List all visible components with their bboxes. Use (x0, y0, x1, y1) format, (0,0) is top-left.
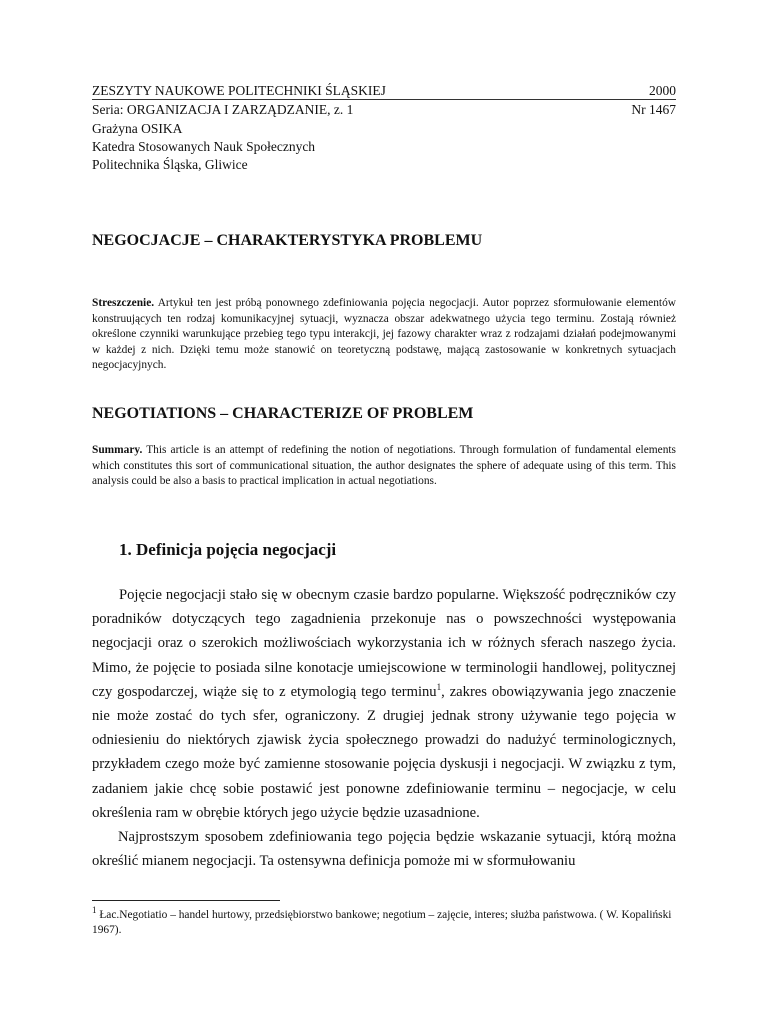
paragraph (92, 583, 676, 825)
footnote-text: Łac.Negotiatio – handel hurtowy, przedsiębiorstwo bankowe; negotium – zajęcie, interes; służba państwowa. ( W. Kopaliński 1967). (92, 909, 672, 936)
title-polish: NEGOCJACJE – CHARAKTERYSTYKA PROBLEMU (92, 232, 483, 249)
issue-number: Nr 1467 (631, 102, 676, 117)
series-info: Seria: ORGANIZACJA I ZARZĄDZANIE, z. 1 (92, 102, 354, 117)
journal-name: ZESZYTY NAUKOWE POLITECHNIKI ŚLĄSKIEJ (92, 83, 386, 98)
abstract-polish-text: Artykuł ten jest próbą ponownego zdefiniowania pojęcia negocjacji. Autor poprzez sformułowanie elementów konstruujących ten rodzaj komunikacyjnej sytuacji, wyznacza obszar adekwatnego użycia tego terminu. Zostają również określone czynniki warunkujące przebieg tego typu interakcji, jej fazowy charakter wraz z rodzajami działań podejmowanymi w każdej z nich. Dzięki temu może stanowić on teoretyczną podstawę, mającą zastosowanie w konkretnych sytuacjach negocjacyjnych. (92, 297, 676, 372)
footnote-mark: 1 (92, 905, 97, 916)
paragraph-text: Pojęcie negocjacji stało się w obecnym czasie bardzo popularne. Większość podręczników czy poradników dotyczących tego zagadnienia przekonuje nas o powszechności występowania negocjacji oraz o szerokich możliwościach wykorzystania ich w różnych sferach naszego życia. Mimo, że pojęcie to posiada silne konotacje umiejscowione w terminologii handlowej, politycznej czy gospodarczej, wiąże się to z etymologią tego terminu (92, 587, 676, 700)
abstract-polish (92, 296, 676, 374)
series-row (92, 101, 676, 118)
section-body (92, 583, 676, 873)
abstract-polish-label: Streszczenie. (92, 297, 155, 309)
paragraph (92, 825, 676, 873)
author-department: Katedra Stosowanych Nauk Społecznych (92, 139, 316, 154)
paragraph-text: , zakres obowiązywania jego znaczenie nie może zostać do tych sfer, ograniczony. Z drugiej jednak strony używanie tego pojęcia w odniesieniu do niektórych zjawisk życia społecznego prowadzi do nadużyć terminologicznych, przykładem czego może być zamienne stosowanie pojęcia dyskusji i negocjacji. W związku z tym, zadaniem jakie chcę sobie postawić jest ponowne zdefiniowanie terminu – negocjacje, w celu określenia ram w obrębie których jego użycie będzie uzasadnione. (92, 683, 676, 821)
header-rule (92, 99, 676, 100)
footnote (92, 905, 676, 938)
title-english: NEGOTIATIONS – CHARACTERIZE OF PROBLEM (92, 405, 474, 422)
journal-year: 2000 (649, 83, 676, 98)
section-heading: 1. Definicja pojęcia negocjacji (119, 540, 337, 559)
footnote-reference: 1 (436, 681, 442, 692)
abstract-english-label: Summary. (92, 444, 143, 456)
paragraph-text: Najprostszym sposobem zdefiniowania tego pojęcia będzie wskazanie sytuacji, którą można określić mianem negocjacji. Ta ostensywna definicja pomoże mi w sformułowaniu (92, 829, 676, 870)
journal-header (92, 82, 676, 99)
abstract-english-text: This article is an attempt of redefining the notion of negotiations. Through formulation of fundamental elements which constitutes this sort of communicational situation, the author designates the sphere of adequate using of this term. This analysis could be also a basis to practical implication in actual negotiations. (92, 444, 676, 488)
author-name: Grażyna OSIKA (92, 121, 183, 136)
footnote-rule (92, 900, 280, 901)
abstract-english (92, 443, 676, 490)
author-institution: Politechnika Śląska, Gliwice (92, 157, 248, 172)
